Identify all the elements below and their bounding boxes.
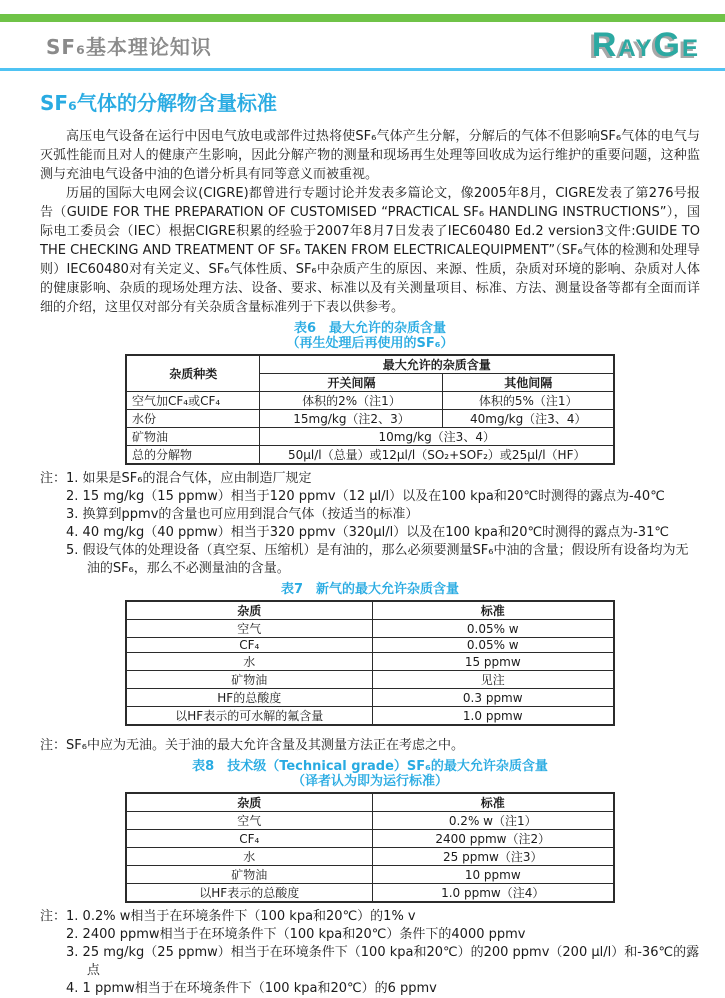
table-row xyxy=(126,830,614,848)
table6-subheader-switch: 开关间隔 xyxy=(260,374,443,392)
table-row xyxy=(126,653,614,671)
table-row xyxy=(126,707,614,726)
logo-letter-e: E xyxy=(681,35,700,62)
table6-caption-line2: （再生处理后再使用的SF₆） xyxy=(286,336,454,351)
table7-cell: 15 ppmw xyxy=(372,653,614,671)
section-title: SF₆气体的分解物含量标准 xyxy=(40,91,277,115)
table7-cell: HF的总酸度 xyxy=(126,689,372,707)
table6-row-name: 矿物油 xyxy=(126,428,260,446)
top-white-strip xyxy=(0,0,725,14)
table6-cell: 50μl/l（总量）或12μl/l（SO₂+SOF₂）或25μl/l（HF） xyxy=(260,446,614,465)
table-row xyxy=(126,638,614,653)
table7-cell: 水 xyxy=(126,653,372,671)
table6-cell: 体积的5%（注1） xyxy=(443,392,614,410)
table6-notes xyxy=(40,470,700,578)
table-row xyxy=(126,689,614,707)
table7-cell: 见注 xyxy=(372,671,614,689)
table8-header: 标准 xyxy=(372,793,614,812)
table7-cell: 1.0 ppmw xyxy=(372,707,614,726)
table7-cell: 空气 xyxy=(126,620,372,638)
table8-cell: 水 xyxy=(126,848,372,866)
table-row xyxy=(126,428,614,446)
table8-cell: 以HF表示的总酸度 xyxy=(126,884,372,903)
table-row xyxy=(126,601,614,620)
table7-cell: 0.3 ppmw xyxy=(372,689,614,707)
table-row xyxy=(126,848,614,866)
table8-cell: 0.2% w（注1） xyxy=(372,812,614,830)
table-row xyxy=(126,355,614,374)
table8-cell: 矿物油 xyxy=(126,866,372,884)
page-header xyxy=(0,22,725,68)
table6-row-name: 水份 xyxy=(126,410,260,428)
table8-header: 杂质 xyxy=(126,793,372,812)
logo-letters-ay: AY xyxy=(618,35,654,62)
document-content xyxy=(0,90,725,998)
note-items xyxy=(66,470,700,578)
table6 xyxy=(125,354,615,465)
table-row xyxy=(126,446,614,465)
table8-notes xyxy=(40,908,700,998)
table8 xyxy=(125,792,615,903)
note-item: 3. 25 mg/kg（25 ppmw）相当于在环境条件下（100 kpa和20℃）的200 ppmv（200 μl/l）和-36℃的露点 xyxy=(66,945,700,978)
header-divider-line xyxy=(0,68,725,71)
table7-cell: 以HF表示的可水解的氟含量 xyxy=(126,707,372,726)
note-item: 5. 假设气体的处理设备（真空泵、压缩机）是有油的，那么必须要测量SF₆中油的含量；假设所有设备均为无油的SF₆，那么不必测量油的含量。 xyxy=(66,543,689,576)
paragraph-2: 历届的国际大电网会议(CIGRE)都曾进行专题讨论并发表多篇论文，像2005年8月，CIGRE发表了第276号报告（GUIDE FOR THE PREPARATION OF CUSTOMISED “PRACTICAL SF₆ HANDLING INSTRUCTIONS”），国际电工委员会（IEC）根据CIGRE积累的经验于2007年8月7日发表了IEC60480 Ed.2 version3文件:GUIDE TO THE CHECKING AND TREATMENT OF SF₆ TAKEN FROM ELECTRICALEQUIPMENT”（SF₆气体的检测和处理导则）IEC60480对有关定义、SF₆气体性质、SF₆中杂质产生的原因、来源、性质，杂质对环境的影响、杂质对人体的健康影响、杂质的现场处理方法、设备、要求、标准以及有关测量项目、标准、方法、测量设备等都有全面而详细的介绍，这里仅对部分有关杂质含量标准列于下表以供参考。 xyxy=(40,186,700,315)
note-item: 3. 换算到ppmv的含量也可应用到混合气体（按适当的标准） xyxy=(66,507,419,522)
table6-cell: 10mg/kg（注3、4） xyxy=(260,428,614,446)
table8-caption-line1: 表8 技术级（Technical grade）SF₆的最大允许杂质含量 xyxy=(192,759,548,774)
table6-caption-line1: 表6 最大允许的杂质含量 xyxy=(293,321,447,336)
table7-cell: 矿物油 xyxy=(126,671,372,689)
table8-cell: 1.0 ppmw（注4） xyxy=(372,884,614,903)
note-prefix: 注： xyxy=(40,909,67,924)
table6-subheader-other: 其他间隔 xyxy=(443,374,614,392)
note-items xyxy=(66,908,700,998)
table7-header: 标准 xyxy=(372,601,614,620)
page-header-title: SF₆基本理论知识 xyxy=(46,34,212,59)
table7-cell: CF₄ xyxy=(126,638,372,653)
note-item: 4. 40 mg/kg（40 ppmw）相当于320 ppmv（320μl/l）以及在100 kpa和20℃时测得的露点为-31℃ xyxy=(66,525,669,540)
note-prefix: 注： xyxy=(40,471,67,486)
top-green-bar xyxy=(0,14,725,22)
table-row xyxy=(126,866,614,884)
table-row xyxy=(126,671,614,689)
table8-cell: 空气 xyxy=(126,812,372,830)
table7-cell: 0.05% w xyxy=(372,638,614,653)
table7-cell: 0.05% w xyxy=(372,620,614,638)
logo-letter-r: R xyxy=(591,26,619,64)
table8-cell: CF₄ xyxy=(126,830,372,848)
table8-cell: 10 ppmw xyxy=(372,866,614,884)
table-row xyxy=(126,812,614,830)
rayge-logo xyxy=(592,28,700,62)
table7-header: 杂质 xyxy=(126,601,372,620)
table7 xyxy=(125,600,615,726)
table8-caption-line2: （译者认为即为运行标准） xyxy=(291,774,448,789)
table-row xyxy=(126,884,614,903)
table6-cell: 体积的2%（注1） xyxy=(260,392,443,410)
table7-note: 注：SF₆中应为无油。关于油的最大允许含量及其测量方法正在考虑之中。 xyxy=(40,738,464,753)
table8-cell: 2400 ppmw（注2） xyxy=(372,830,614,848)
note-item: 2. 2400 ppmw相当于在环境条件下（100 kpa和20℃）条件下的4000 ppmv xyxy=(66,927,526,942)
table6-row-name: 总的分解物 xyxy=(126,446,260,465)
table-row xyxy=(126,620,614,638)
note-item: 2. 15 mg/kg（15 ppmw）相当于120 ppmv（12 μl/l）以及在100 kpa和20℃时测得的露点为-40℃ xyxy=(66,489,665,504)
table6-cell: 15mg/kg（注2、3） xyxy=(260,410,443,428)
table-row xyxy=(126,392,614,410)
table6-row-name: 空气加CF₄或CF₄ xyxy=(126,392,260,410)
table6-col1-header: 杂质种类 xyxy=(126,355,260,392)
table-row xyxy=(126,410,614,428)
table6-span-header: 最大允许的杂质含量 xyxy=(260,355,614,374)
logo-letter-g: G xyxy=(653,26,682,64)
note-item: 4. 1 ppmw相当于在环境条件下（100 kpa和20℃）的6 ppmv xyxy=(66,981,437,996)
table7-caption: 表7 新气的最大允许杂质含量 xyxy=(280,582,460,597)
note-item: 1. 如果是SF₆的混合气体，应由制造厂规定 xyxy=(66,471,312,486)
table8-cell: 25 ppmw（注3） xyxy=(372,848,614,866)
paragraph-1: 高压电气设备在运行中因电气放电或部件过热将使SF₆气体产生分解，分解后的气体不但影响SF₆气体的电气与灭弧性能而且对人的健康产生影响，因此分解产物的测量和现场再生处理等回收成为运行维护的重要问题，这种监测与充油电气设备中油的色谱分析具有同等意义而被重视。 xyxy=(40,129,700,182)
note-item: 1. 0.2% w相当于在环境条件下（100 kpa和20℃）的1% v xyxy=(66,909,416,924)
table-row xyxy=(126,793,614,812)
table6-cell: 40mg/kg（注3、4） xyxy=(443,410,614,428)
